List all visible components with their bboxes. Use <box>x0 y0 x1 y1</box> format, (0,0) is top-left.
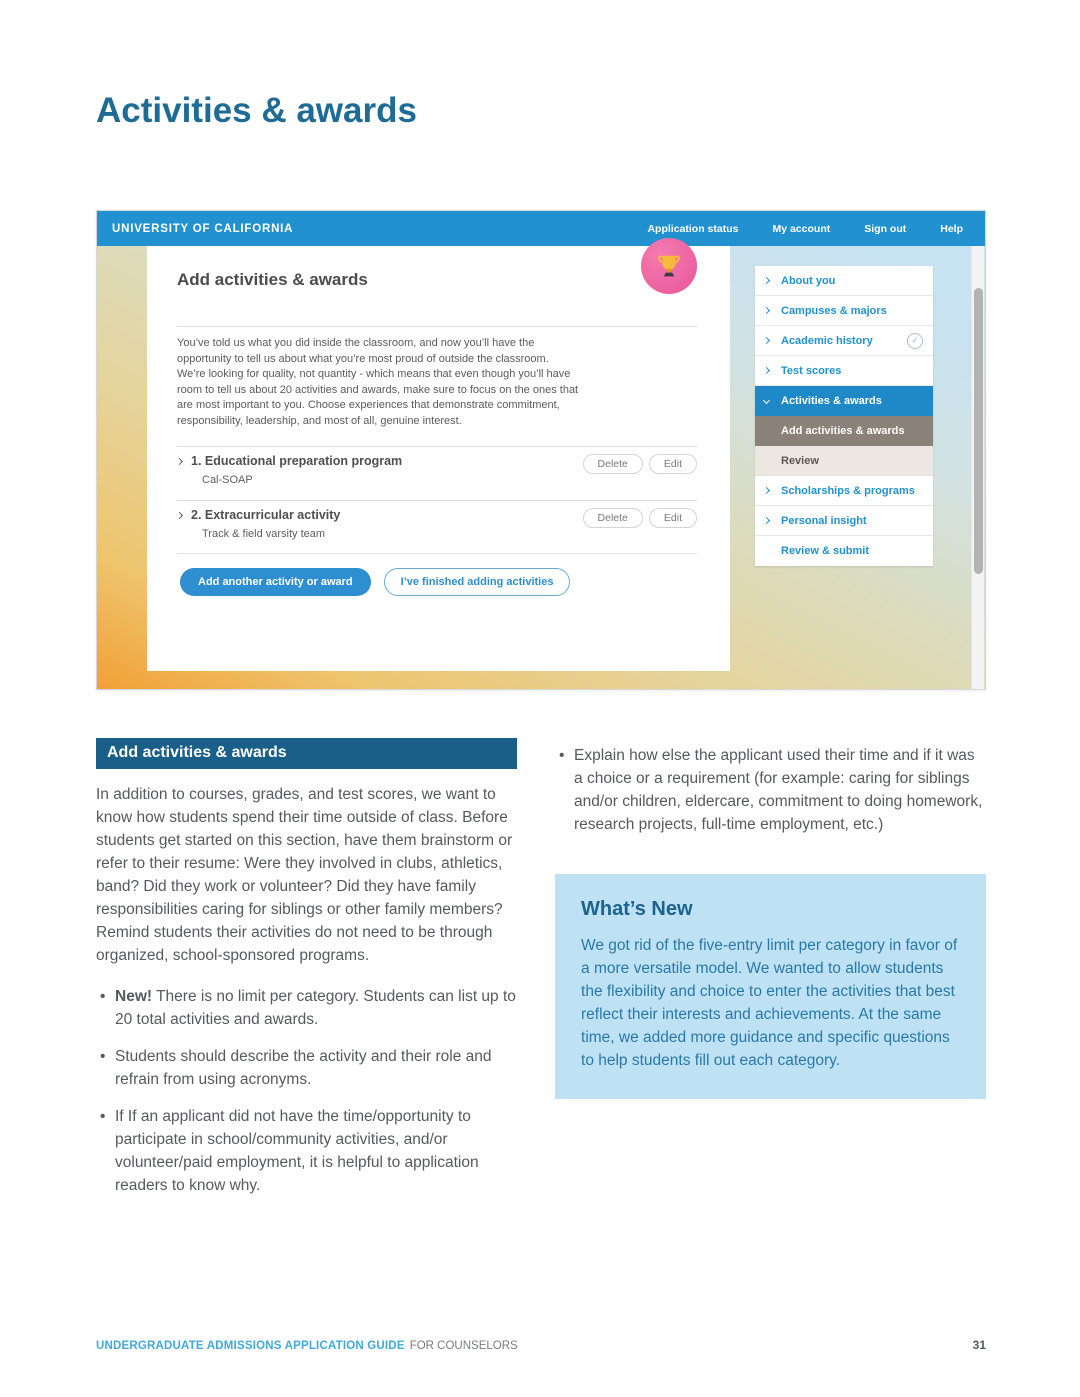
footer-guide-title: UNDERGRADUATE ADMISSIONS APPLICATION GUIDE <box>96 1340 405 1352</box>
activity-2-subtitle: Track & field varsity team <box>202 528 326 540</box>
divider <box>177 446 697 447</box>
article-right-column <box>555 738 986 1211</box>
left-bullet-list <box>96 985 517 1197</box>
card-actions <box>180 568 570 596</box>
activity-2-actions <box>583 508 697 528</box>
chevron-right-icon <box>763 277 770 284</box>
scrollbar-thumb[interactable] <box>974 288 983 574</box>
finished-adding-button[interactable]: I’ve finished adding activities <box>384 568 571 596</box>
whats-new-title: What’s New <box>581 898 693 920</box>
footer-left <box>96 1336 518 1354</box>
trophy-icon <box>654 251 684 281</box>
trophy-badge <box>641 238 697 294</box>
app-brand: UNIVERSITY OF CALIFORNIA <box>112 222 294 235</box>
activities-card <box>147 246 730 671</box>
nav-application-status[interactable]: Application status <box>647 222 739 235</box>
footer-audience: FOR COUNSELORS <box>409 1340 518 1352</box>
list-item: • Explain how else the applicant used their time and if it was a choice or a requirement (for example: caring for siblings and/or children, eldercare, commitment to doing homework, research projects, full-time employment, etc.) <box>555 744 986 836</box>
sidebar-item-review[interactable]: Review <box>755 446 933 476</box>
app-header <box>97 211 985 246</box>
chevron-right-icon[interactable] <box>176 512 183 519</box>
chevron-right-icon <box>763 367 770 374</box>
nav-sign-out[interactable]: Sign out <box>864 222 907 235</box>
scrollbar-track[interactable] <box>971 246 984 689</box>
article-left-column <box>96 738 517 1211</box>
section-heading: Add activities & awards <box>96 738 517 769</box>
uc-application-screenshot <box>96 210 986 690</box>
card-title: Add activities & awards <box>177 270 368 290</box>
page-footer <box>96 1336 986 1354</box>
check-circle-icon <box>907 333 923 349</box>
section-intro: In addition to courses, grades, and test scores, we want to know how students spend their time outside of class. Before students get started on this section, have them brainstorm or refer to their resume: Were they involved in clubs, athletics, band? Did they work or volunteer? Did they have family responsibilities caring for siblings or other family members? Remind students their activities do not need to be through organized, school-sponsored programs. <box>96 786 513 964</box>
add-activity-button[interactable]: Add another activity or award <box>180 568 371 596</box>
app-header-nav <box>647 223 963 235</box>
app-body <box>97 246 985 689</box>
activity-1-actions <box>583 454 697 474</box>
divider <box>177 500 697 501</box>
page-title: Activities & awards <box>96 91 417 130</box>
sidebar-item-about-you[interactable]: About you <box>755 266 933 296</box>
nav-help[interactable]: Help <box>940 222 963 235</box>
sidebar-item-scholarships-programs[interactable]: Scholarships & programs <box>755 476 933 506</box>
whats-new-callout <box>555 874 986 1099</box>
article-columns <box>96 738 986 1211</box>
nav-my-account[interactable]: My account <box>772 222 831 235</box>
card-intro-text: You’ve told us what you did inside the classroom, and now you’ll have the opportunity to tell us about what you’re most proud of outside the classroom. We’re looking for quality, not quantity - which means that even though you’ll have room to tell us about 20 activities and awards, make sure to focus on the ones that are most important to you. Choose experiences that demonstrate commitment, responsibility, leadership, and most of all, genuine interest. <box>177 337 579 427</box>
activity-1-title: 1. Educational preparation program <box>177 454 402 468</box>
chevron-right-icon <box>763 337 770 344</box>
divider <box>177 326 697 327</box>
chevron-right-icon <box>763 517 770 524</box>
sidebar-item-personal-insight[interactable]: Personal insight <box>755 506 933 536</box>
activity-2-title: 2. Extracurricular activity <box>177 508 340 522</box>
sidebar-item-activities-awards[interactable]: Activities & awards <box>755 386 933 416</box>
delete-button[interactable]: Delete <box>583 508 643 528</box>
sidebar-item-test-scores[interactable]: Test scores <box>755 356 933 386</box>
page-number: 31 <box>972 1338 986 1352</box>
activity-1-subtitle: Cal-SOAP <box>202 474 253 486</box>
list-item: • If If an applicant did not have the time/opportunity to participate in school/community activities, and/or volunteer/paid employment, it is helpful to application readers to know why. <box>96 1105 517 1197</box>
edit-button[interactable]: Edit <box>649 454 697 474</box>
list-item: • New! There is no limit per category. Students can list up to 20 total activities and awards. <box>96 985 517 1031</box>
chevron-right-icon <box>763 307 770 314</box>
delete-button[interactable]: Delete <box>583 454 643 474</box>
divider <box>177 553 697 554</box>
chevron-right-icon[interactable] <box>176 458 183 465</box>
activity-2-info <box>177 508 340 540</box>
edit-button[interactable]: Edit <box>649 508 697 528</box>
sidebar-item-campuses-majors[interactable]: Campuses & majors <box>755 296 933 326</box>
chevron-down-icon <box>763 397 770 404</box>
list-item: • Students should describe the activity and their role and refrain from using acronyms. <box>96 1045 517 1091</box>
app-sidebar-nav <box>755 266 933 566</box>
activity-1-info <box>177 454 402 486</box>
whats-new-body: We got rid of the five-entry limit per category in favor of a more versatile model. We wanted to allow students the flexibility and choice to enter the activities that best reflect their interests and achievements. At the same time, we added more guidance and specific questions to help students fill out each category. <box>581 937 958 1069</box>
right-bullet-list <box>555 744 986 836</box>
sidebar-item-review-submit[interactable]: Review & submit <box>755 536 933 566</box>
chevron-right-icon <box>763 487 770 494</box>
sidebar-item-add-activities-awards[interactable]: Add activities & awards <box>755 416 933 446</box>
activity-row-1 <box>177 454 697 486</box>
sidebar-item-academic-history[interactable]: Academic history ✓ <box>755 326 933 356</box>
activity-row-2 <box>177 508 697 540</box>
